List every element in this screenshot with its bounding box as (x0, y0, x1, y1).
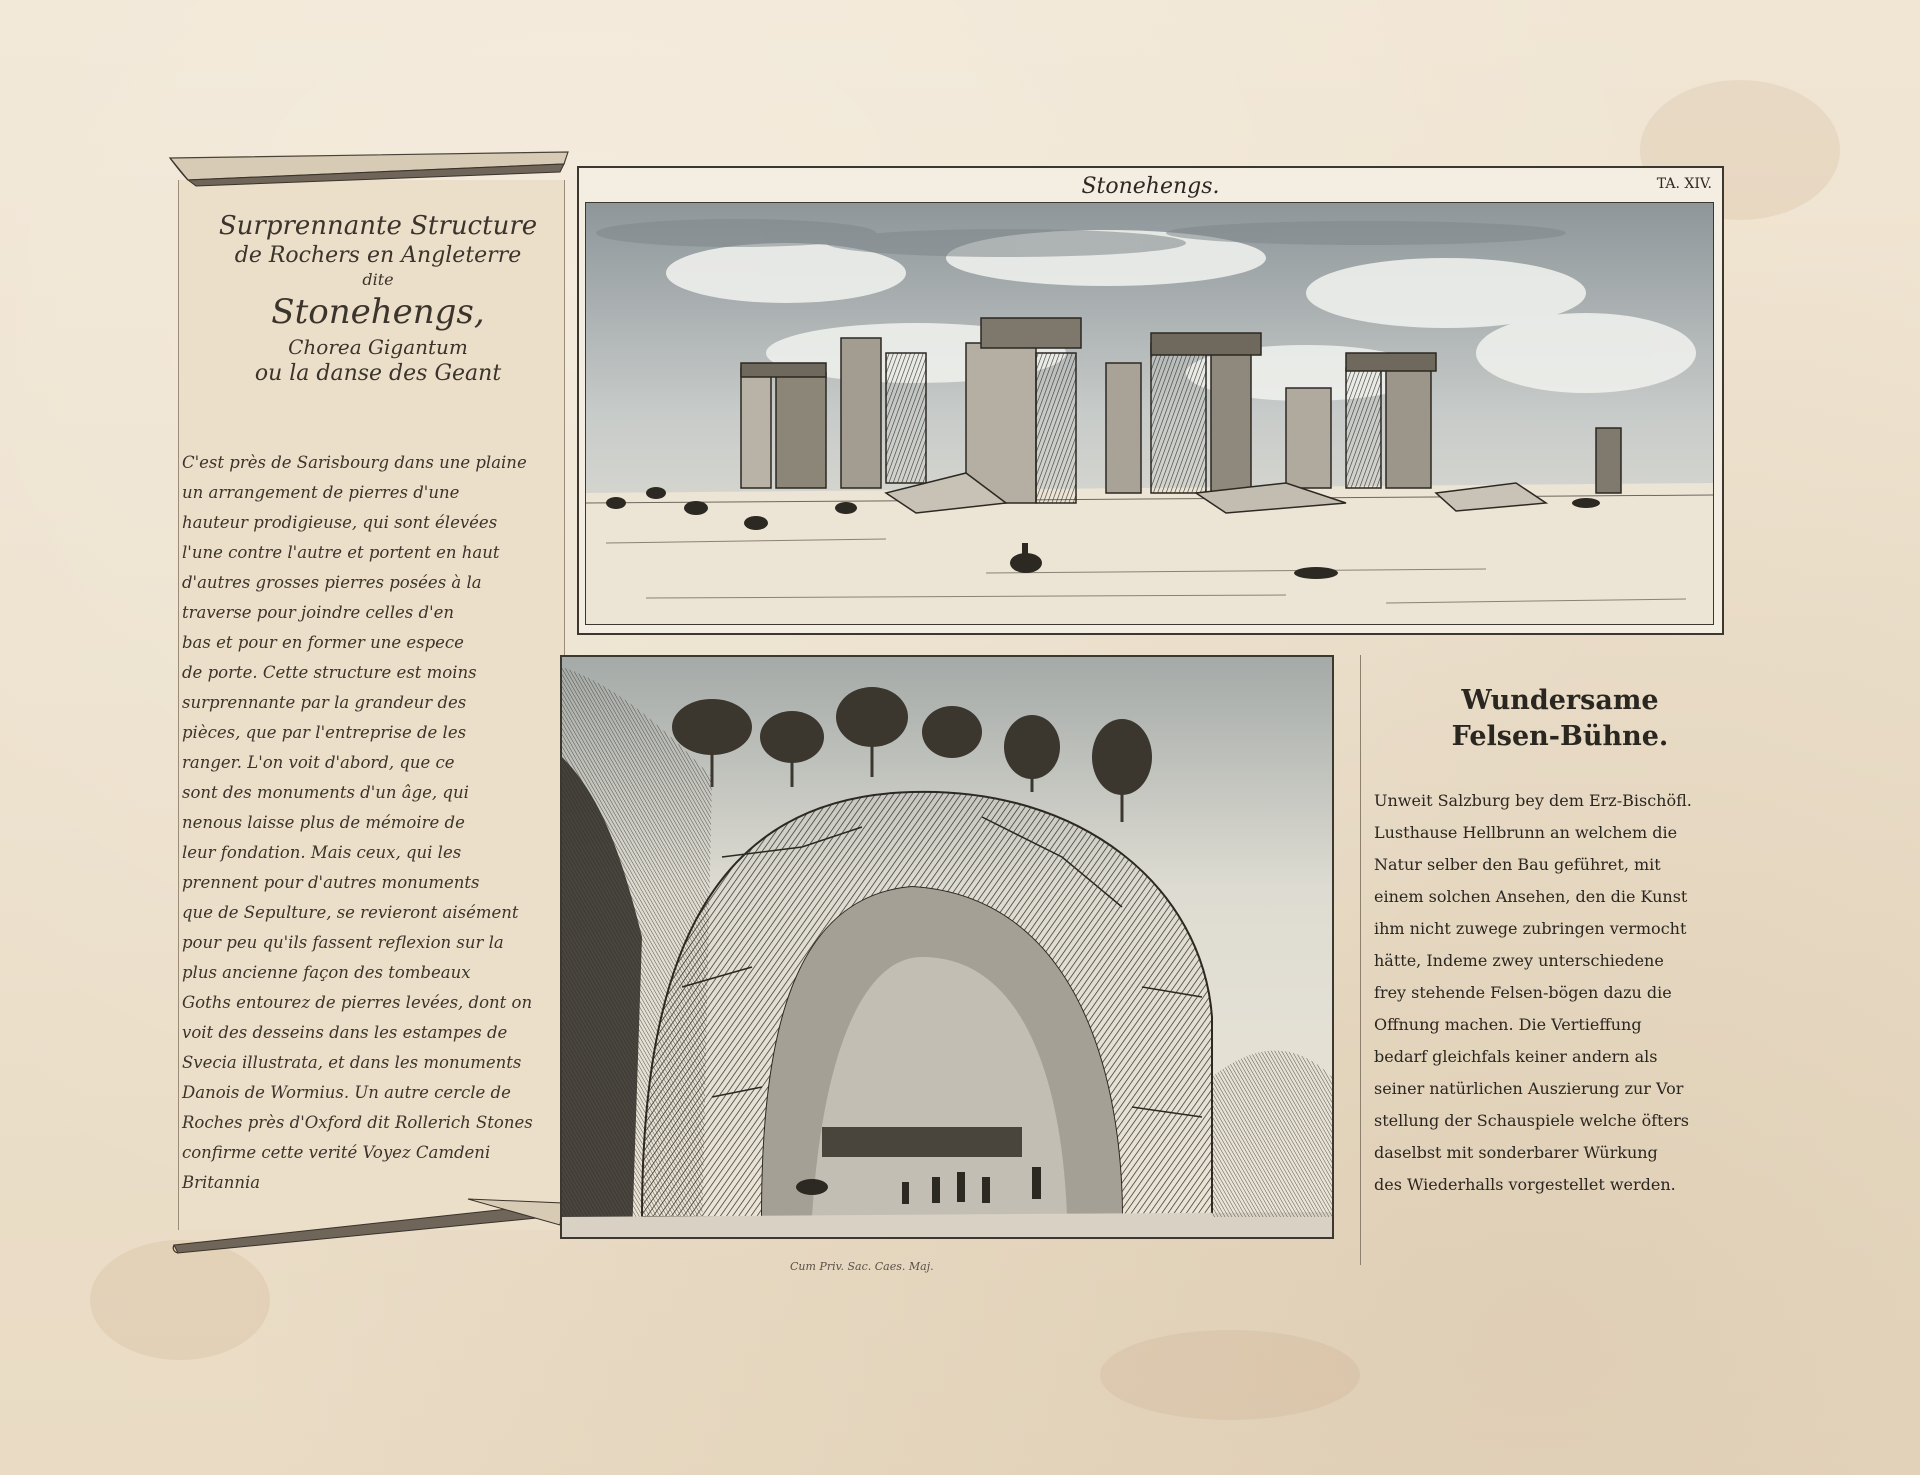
french-title (198, 210, 558, 388)
french-title-line3: dite (362, 270, 394, 289)
french-scroll-panel (168, 150, 573, 1255)
german-title: Wundersame Felsen-Bühne. (1451, 685, 1669, 752)
german-body-text: Unweit Salzburg bey dem Erz-Bischöfl. Lusthause Hellbrunn an welchem die Natur selber den Bau geführet, mit einem solchen Ansehen, den die Kunst ihm nicht zuwege zubringen vermocht hätte, Indeme zwey unterschiedene frey stehende Felsen-bögen dazu die Offnung machen. Die Vertieffung bedarf gleichfals keiner andern als seiner natürlichen Auszierung zur Vor stellung der Schauspiele welche öfters daselbst mit sonderbarer Würkung des Wiederhalls vorgestellet werden. (1374, 791, 1692, 1194)
scroll-curl-top (168, 150, 573, 190)
french-title-line1: Surprennante Structure (218, 211, 538, 241)
french-body-text: C'est près de Sarisbourg dans une plaine un arrangement de pierres d'une hauteur prodigieuse, qui sont élevées l'une contre l'autre et portent en haut d'autres grosses pierres posées à la traverse pour joindre celles d'en bas et pour en former une espece de porte. Cette structure est moins surprennante par la grandeur des pièces, que par l'entreprise de les ranger. L'on voit d'abord, que ce sont des monuments d'un âge, qui nenous laisse plus de mémoire de leur fondation. Mais ceux, qui les prennent pour d'autres monuments que de Sepulture, se revieront aisément pour peu qu'ils fassent reflexion sur la plus ancienne façon des tombeaux Goths entourez de pierres levées, dont on voit des desseins dans les estampes de Svecia illustrata, et dans les monuments Danois de Wormius. Un autre cercle de Roches près d'Oxford dit Rollerich Stones confirme cette verité Voyez Camdeni Britannia (182, 453, 533, 1192)
paper-stain (1100, 1330, 1360, 1420)
paper-stain (90, 1240, 270, 1360)
engraver-imprint: Cum Priv. Sac. Caes. Maj. (790, 1260, 934, 1273)
plate-number: TA. XIV. (1656, 176, 1712, 192)
french-title-line6: ou la danse des Geant (254, 361, 502, 386)
stonehenge-engraving (585, 202, 1714, 625)
rock-arch-plate (560, 655, 1334, 1239)
scroll-curl-bottom (168, 1195, 573, 1255)
stonehenge-plate (577, 166, 1724, 635)
rock-arch-illustration (562, 657, 1332, 1237)
plate-title: Stonehengs. (1081, 174, 1220, 199)
french-title-line2: de Rochers en Angleterre (234, 243, 522, 268)
french-title-line4: Stonehengs, (271, 292, 485, 332)
german-text-panel (1360, 655, 1760, 1265)
french-title-line5: Chorea Gigantum (288, 335, 468, 359)
stonehenge-illustration (586, 203, 1713, 624)
